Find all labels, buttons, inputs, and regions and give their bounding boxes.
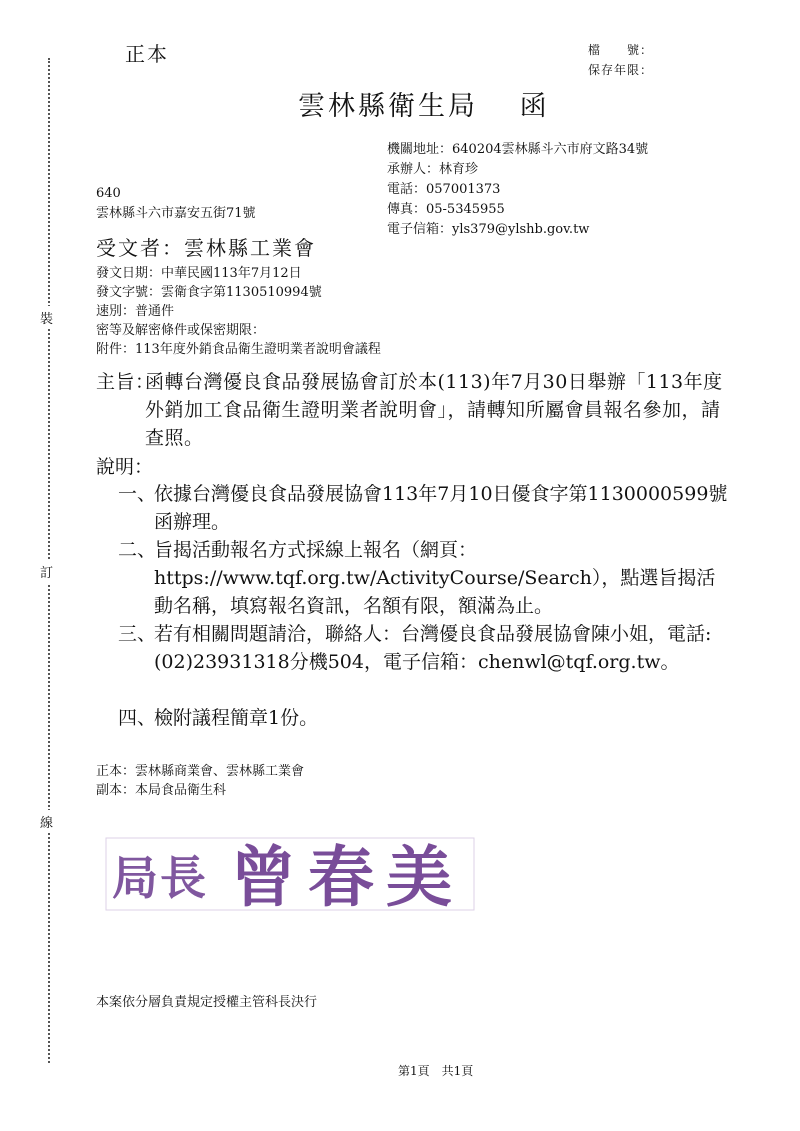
item-text: 旨揭活動報名方式採線上報名（網頁：https://www.tqf.org.tw/ActivityCourse/Search），點選旨揭活動名稱，填寫報名資訊，名額有限，額滿為止。 xyxy=(154,539,716,617)
item-number: 三、 xyxy=(118,623,157,645)
street-address: 雲林縣斗六市嘉安五街71號 xyxy=(96,206,256,221)
document-meta xyxy=(96,264,381,359)
agency-fax: 傳真：05-5345955 xyxy=(387,202,505,217)
attachment: 附件：113年度外銷食品衛生證明業者說明會議程 xyxy=(96,342,381,357)
page-number: 第1頁 共1頁 xyxy=(398,1064,474,1078)
subject-text: 函轉台灣優良食品發展協會訂於本(113)年7月30日舉辦「113年度外銷加工食品衛生證明業者說明會」，請轉知所屬會員報名參加，請查照。 xyxy=(145,371,723,449)
item-number: 一、 xyxy=(118,483,157,505)
original-recipients: 正本：雲林縣商業會、雲林縣工業會 xyxy=(96,764,305,779)
delegation-note: 本案依分層負責規定授權主管科長決行 xyxy=(96,995,318,1010)
confidentiality: 密等及解密條件或保密期限： xyxy=(96,323,266,338)
binding-mark-ding: 訂 xyxy=(40,560,53,583)
file-number-label: 檔 號： xyxy=(588,43,654,57)
explanation-label: 說明： xyxy=(96,456,154,478)
binding-mark-xian: 線 xyxy=(40,810,53,833)
retention-label: 保存年限： xyxy=(588,63,654,77)
agency-email: 電子信箱：yls379@ylshb.gov.tw xyxy=(387,222,590,237)
item-number: 二、 xyxy=(118,539,157,561)
agency-phone: 電話：057001373 xyxy=(387,182,501,197)
item-number: 四、 xyxy=(118,707,157,729)
issue-date: 發文日期：中華民國113年7月12日 xyxy=(96,266,302,281)
agency-handler: 承辦人：林育珍 xyxy=(387,162,479,177)
distribution xyxy=(96,762,304,800)
item-text: 依據台灣優良食品發展協會113年7月10日優食字第1130000599號函辦理。 xyxy=(154,483,728,533)
recipient: 受文者：雲林縣工業會 xyxy=(96,236,316,260)
postal-code: 640 xyxy=(96,186,121,201)
subject-label: 主旨： xyxy=(96,371,155,393)
seal-text: 局長 xyxy=(112,851,208,905)
seal-name: 曾春美 xyxy=(230,838,464,914)
document-title: 雲林縣衛生局 函 xyxy=(298,91,550,122)
director-seal-stamp xyxy=(104,832,476,914)
recipient-address xyxy=(96,184,256,224)
binding-mark-zhuang: 裝 xyxy=(40,306,53,329)
agency-address: 機關地址：640204雲林縣斗六市府文路34號 xyxy=(387,142,649,157)
agency-info xyxy=(387,140,648,240)
item-text: 檢附議程簡章1份。 xyxy=(154,707,319,729)
copy-type-mark: 正本 xyxy=(125,42,169,66)
copy-recipients: 副本：本局食品衛生科 xyxy=(96,783,227,798)
urgency: 速別：普通件 xyxy=(96,304,175,319)
document-number: 發文字號：雲衛食字第1130510994號 xyxy=(96,285,322,300)
item-text: 若有相關問題請洽，聯絡人：台灣優良食品發展協會陳小姐，電話:(02)23931318分機504，電子信箱：chenwl@tqf.org.tw。 xyxy=(154,623,712,673)
